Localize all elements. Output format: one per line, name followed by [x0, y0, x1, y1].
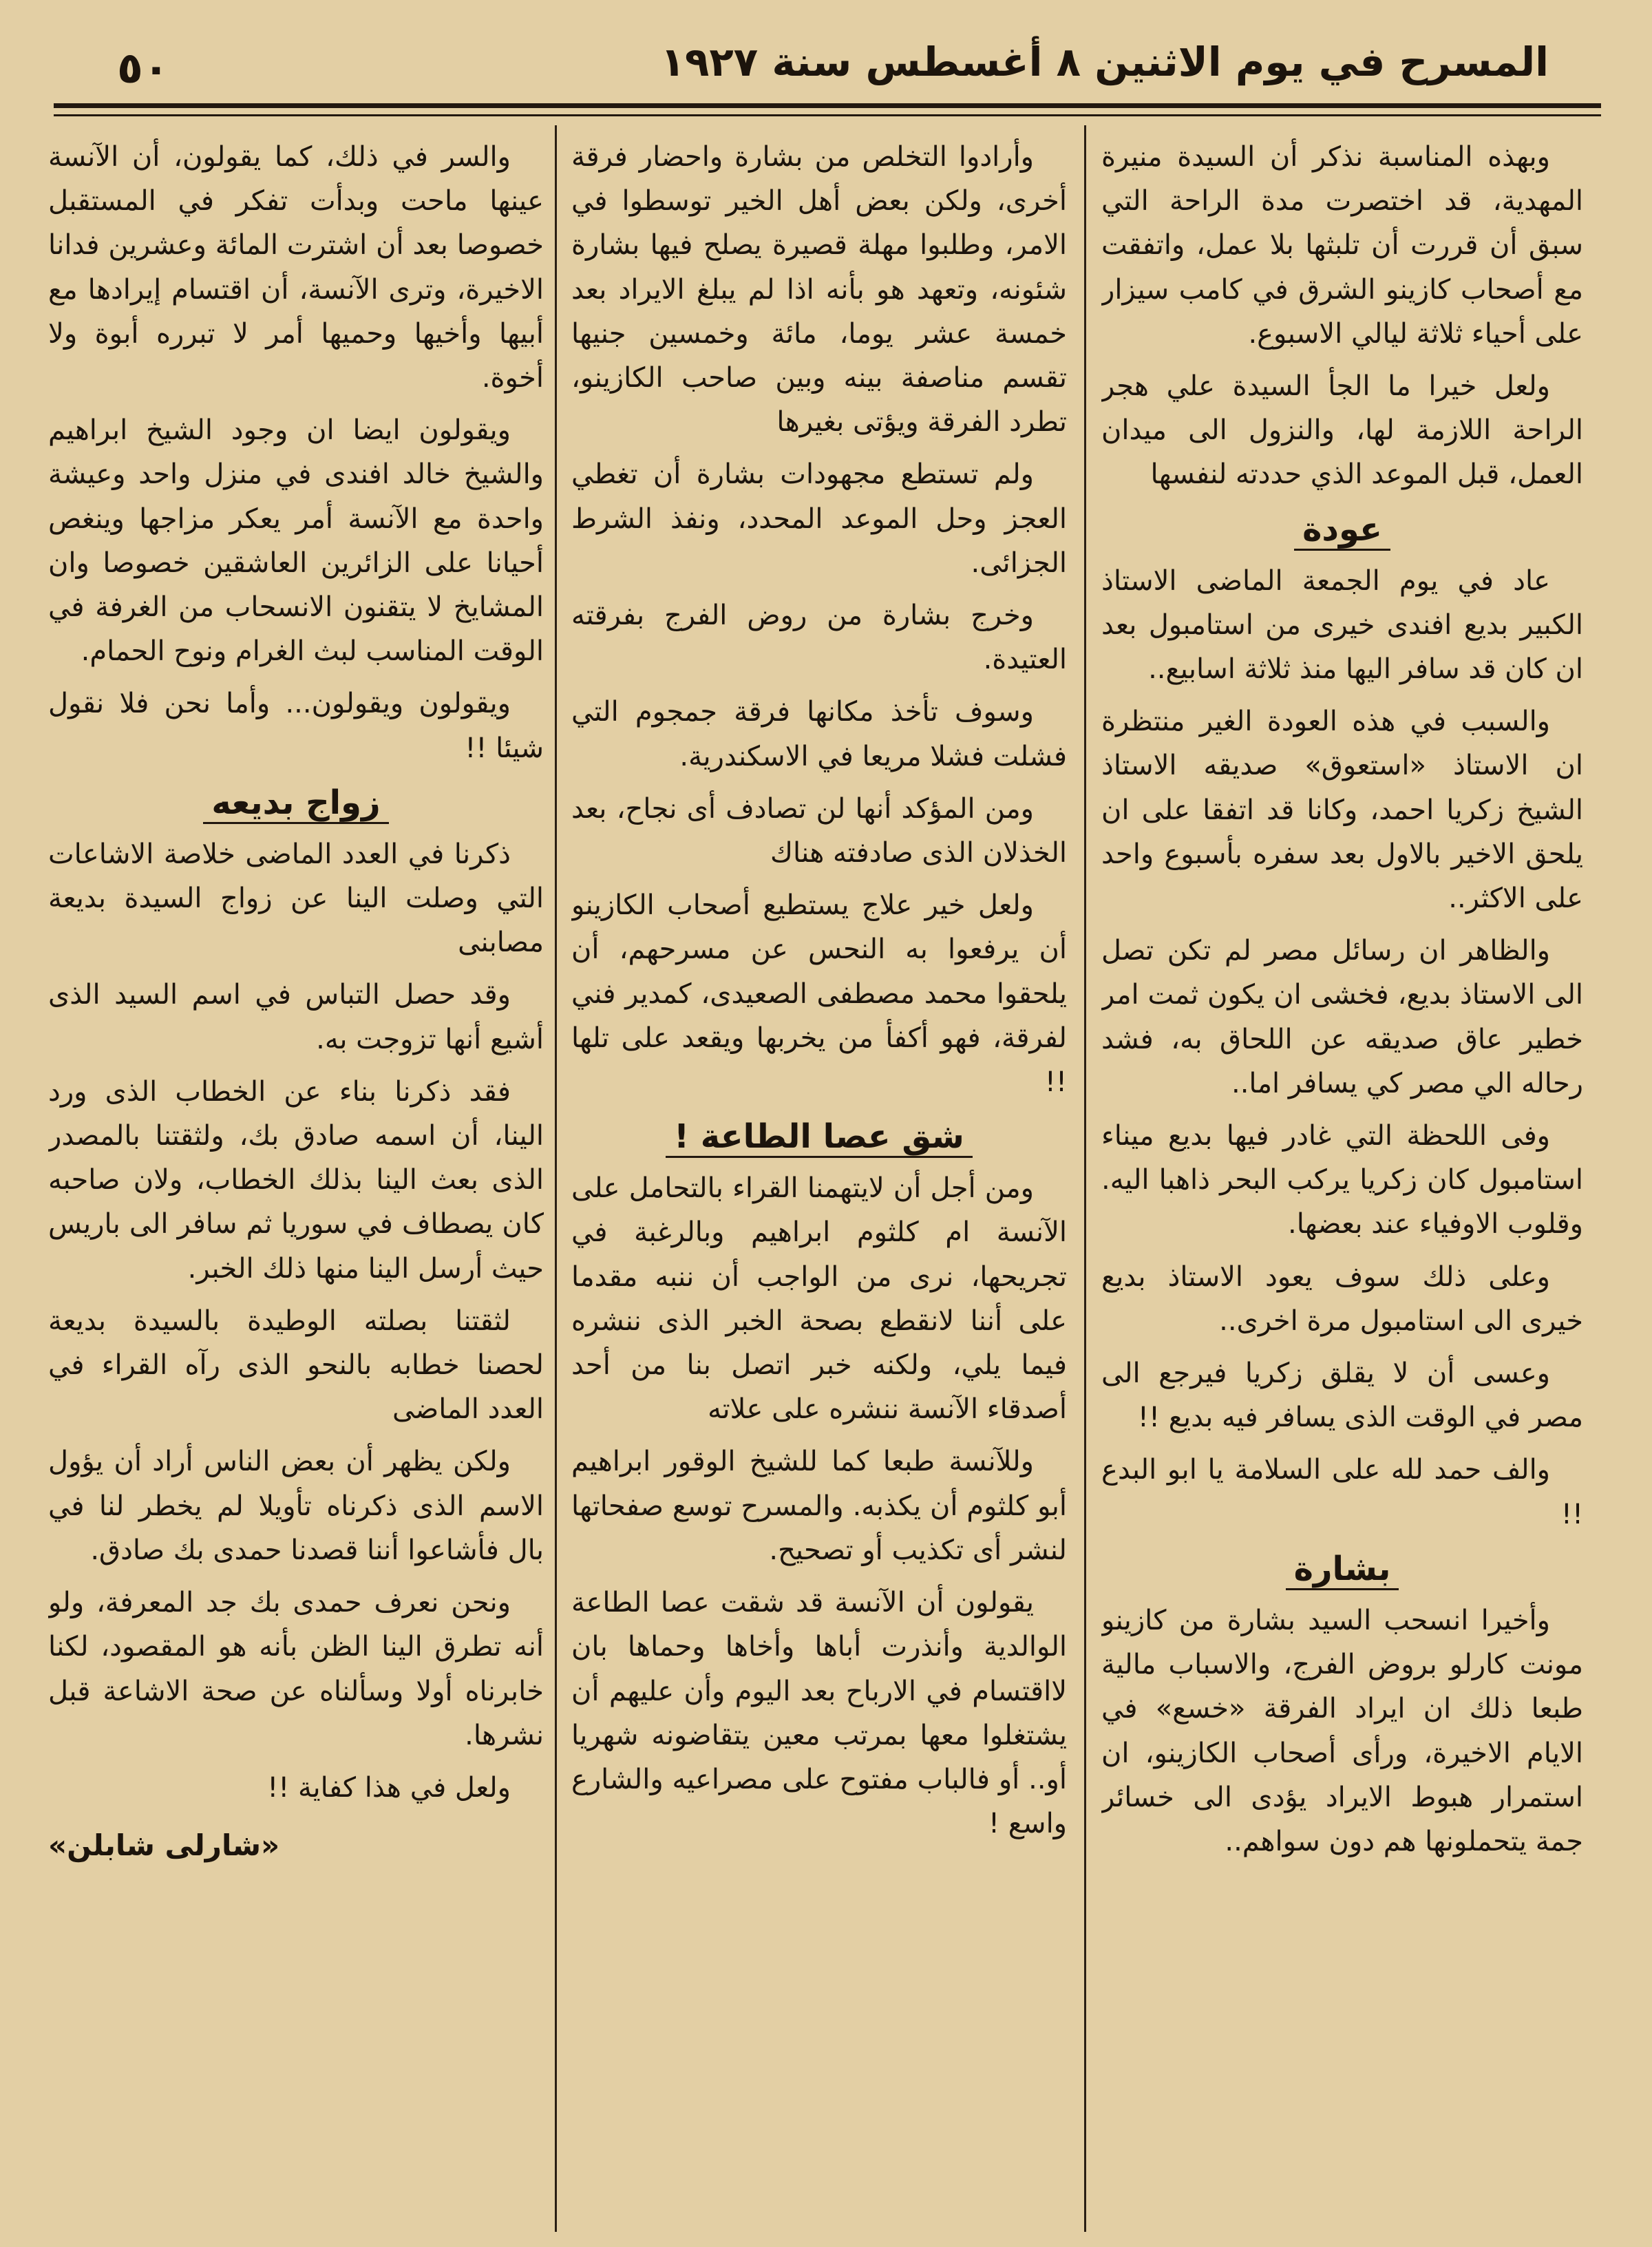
- article-paragraph: ومن أجل أن لايتهمنا القراء بالتحامل على الآنسة ام كلثوم ابراهيم وبالرغبة في تجريحها، نرى من الواجب أن ننبه مقدما على أننا لانقطع بصحة الخبر الذى ننشره فيما يلي، ولكنه خبر اتصل بنا من أحد أصدقاء الآنسة ننشره على علاته: [571, 1172, 1067, 1426]
- section-heading: [1101, 505, 1583, 553]
- article-paragraph: ويقولون ايضا ان وجود الشيخ ابراهيم والشيخ خالد افندى في منزل واحد وعيشة واحدة مع الآنسة أمر يعكر مزاجها وينغص أحيانا على الزائرين العاشقين خصوصا وان المشايخ لا يتقنون الانسحاب من الغرفة في الوقت المناسب لبث الغرام ونوح الحمام.: [48, 414, 544, 668]
- article-paragraph: والسر في ذلك، كما يقولون، أن الآنسة عينها ماحت وبدأت تفكر في المستقبل خصوصا بعد أن اشترت المائة وعشرين فدانا الاخيرة، وترى الآنسة، أن اقتسام إيرادها مع أبيها وأخيها وحميها أمر لا تبرره أبوة ولا أخوة.: [48, 141, 544, 394]
- article-paragraph: ويقولون ويقولون... وأما نحن فلا نقول شيئا !!: [48, 688, 544, 764]
- article-paragraph: والف حمد لله على السلامة يا ابو البدع !!: [1101, 1454, 1583, 1530]
- article-paragraph: ولكن يظهر أن بعض الناس أراد أن يؤول الاسم الذى ذكرناه تأويلا لم يخطر لنا في بال فأشاعوا أننا قصدنا حمدى بك صادق.: [48, 1446, 544, 1566]
- column-right: [1101, 135, 1583, 2221]
- article-paragraph: وأرادوا التخلص من بشارة واحضار فرقة أخرى، ولكن بعض أهل الخير توسطوا في الامر، وطلبوا مهلة قصيرة يصلح فيها بشارة شئونه، وتعهد هو بأنه اذا لم يبلغ الايراد بعد خمسة عشر يوما، مائة وخمسين جنيها تقسم مناصفة بينه وبين صاحب الكازينو، تطرد الفرقة ويؤتى بغيرها: [571, 141, 1067, 439]
- article-paragraph: ولعل في هذا كفاية !!: [267, 1771, 511, 1804]
- masthead-title: المسرح في يوم الاثنين ٨ أغسطس سنة ١٩٢٧: [660, 39, 1549, 85]
- section-heading: [48, 779, 544, 827]
- section-heading-text: شق عصا الطاعة !: [666, 1117, 973, 1158]
- article-paragraph: والسبب في هذه العودة الغير منتظرة ان الاستاذ «استعوق» صديقه الاستاذ الشيخ زكريا احمد، وكانا قد اتفقا على ان يلحق الاخير بالاول بعد سفره بأسبوع واحد على الاكثر..: [1101, 706, 1583, 915]
- section-heading: [571, 1112, 1067, 1161]
- column-middle: [571, 135, 1067, 2221]
- article-paragraph: وأخيرا انسحب السيد بشارة من كازينو مونت كارلو بروض الفرج، والاسباب مالية طبعا ذلك ان ايراد الفرقة «خسع» في الايام الاخيرة، ورأى أصحاب الكازينو، ان استمرار هبوط الايراد يؤدى الى خسائر جمة يتحملونها هم دون سواهم..: [1101, 1604, 1583, 1857]
- column-divider: [1084, 125, 1086, 2232]
- section-heading-text: عودة: [1294, 510, 1390, 551]
- article-paragraph: وخرج بشارة من روض الفرج بفرقته العتيدة.: [571, 600, 1067, 676]
- column-left: [48, 135, 544, 2221]
- section-heading: [1101, 1545, 1583, 1593]
- article-paragraph: لثقتنا بصلته الوطيدة بالسيدة بديعة لحصنا خطابه بالنحو الذى رآه القراء في العدد الماضى: [48, 1305, 544, 1426]
- article-paragraph: والظاهر ان رسائل مصر لم تكن تصل الى الاستاذ بديع، فخشى ان يكون ثمت امر خطير عاق صديقه عن اللحاق به، فشد رحاله الي مصر كي يسافر اما..: [1101, 935, 1583, 1099]
- article-paragraph: ولم تستطع مجهودات بشارة أن تغطي العجز وحل الموعد المحدد، ونفذ الشرط الجزائى.: [571, 458, 1067, 579]
- section-heading-text: زواج بديعه: [203, 783, 388, 824]
- article-paragraph: وبهذه المناسبة نذكر أن السيدة منيرة المهدية، قد اختصرت مدة الراحة التي سبق أن قررت أن تلبثها بلا عمل، واتفقت مع أصحاب كازينو الشرق في كامب سيزار على أحياء ثلاثة ليالي الاسبوع.: [1101, 141, 1583, 350]
- author-signature: «شارلى شابلن»: [48, 1828, 280, 1863]
- article-paragraph: وسوف تأخذ مكانها فرقة جمجوم التي فشلت فشلا مريعا في الاسكندرية.: [571, 696, 1067, 772]
- masthead-rule-thick: [54, 103, 1601, 108]
- section-heading-text: بشارة: [1286, 1550, 1399, 1590]
- masthead-rule-thin: [54, 114, 1601, 116]
- article-paragraph: وفى اللحظة التي غادر فيها بديع ميناء استامبول كان زكريا يركب البحر ذاهبا اليه. وقلوب الاوفياء عند بعضها.: [1101, 1120, 1583, 1241]
- article-paragraph: وقد حصل التباس في اسم السيد الذى أشيع أنها تزوجت به.: [48, 979, 544, 1055]
- article-paragraph: وعلى ذلك سوف يعود الاستاذ بديع خيرى الى استامبول مرة اخرى..: [1101, 1260, 1583, 1337]
- article-paragraph: ولعل خيرا ما الجأ السيدة علي هجر الراحة اللازمة لها، والنزول الى ميدان العمل، قبل الموعد الذي حددته لنفسها: [1101, 370, 1583, 491]
- article-paragraph: يقولون أن الآنسة قد شقت عصا الطاعة الوالدية وأنذرت أباها وأخاها وحماها بان لااقتسام في الارباح بعد اليوم وأن عليهم أن يشتغلوا معها بمرتب معين يتقاضونه شهريا أو.. أو فالباب مفتوح على مصراعيه والشارع واسع !: [571, 1587, 1067, 1840]
- article-paragraph: ولعل خير علاج يستطيع أصحاب الكازينو أن يرفعوا به النحس عن مسرحهم، أن يلحقوا محمد مصطفى الصعيدى، كمدير فني لفرقة، فهو أكفأ من يخربها ويقعد على تلها !!: [571, 889, 1067, 1099]
- article-paragraph: ونحن نعرف حمدى بك جد المعرفة، ولو أنه تطرق الينا الظن بأنه هو المقصود، لكنا خابرناه أولا وسألناه عن صحة الاشاعة قبل نشرها.: [48, 1587, 544, 1751]
- article-paragraph: ومن المؤكد أنها لن تصادف أى نجاح، بعد الخذلان الذى صادفته هناك: [571, 792, 1067, 869]
- article-paragraph: وللآنسة طبعا كما للشيخ الوقور ابراهيم أبو كلثوم أن يكذبه. والمسرح توسع صفحاتها لنشر أى تكذيب أو تصحيح.: [571, 1446, 1067, 1566]
- article-paragraph: ذكرنا في العدد الماضى خلاصة الاشاعات التي وصلت الينا عن زواج السيدة بديعة مصابنى: [48, 838, 544, 959]
- article-paragraph: وعسى أن لا يقلق زكريا فيرجع الى مصر في الوقت الذى يسافر فيه بديع !!: [1101, 1358, 1583, 1434]
- column-divider: [555, 125, 557, 2232]
- article-paragraph: عاد في يوم الجمعة الماضى الاستاذ الكبير بديع افندى خيرى من استامبول بعد ان كان قد سافر اليها منذ ثلاثة اسابيع..: [1101, 565, 1583, 686]
- page-number: ٥٠: [117, 43, 169, 93]
- article-paragraph: فقد ذكرنا بناء عن الخطاب الذى ورد الينا، أن اسمه صادق بك، ولثقتنا بالمصدر الذى بعث الينا بذلك الخطاب، ولان صاحبه كان يصطاف في سوريا ثم سافر الى باريس حيث أرسل الينا منها ذلك الخبر.: [48, 1075, 544, 1285]
